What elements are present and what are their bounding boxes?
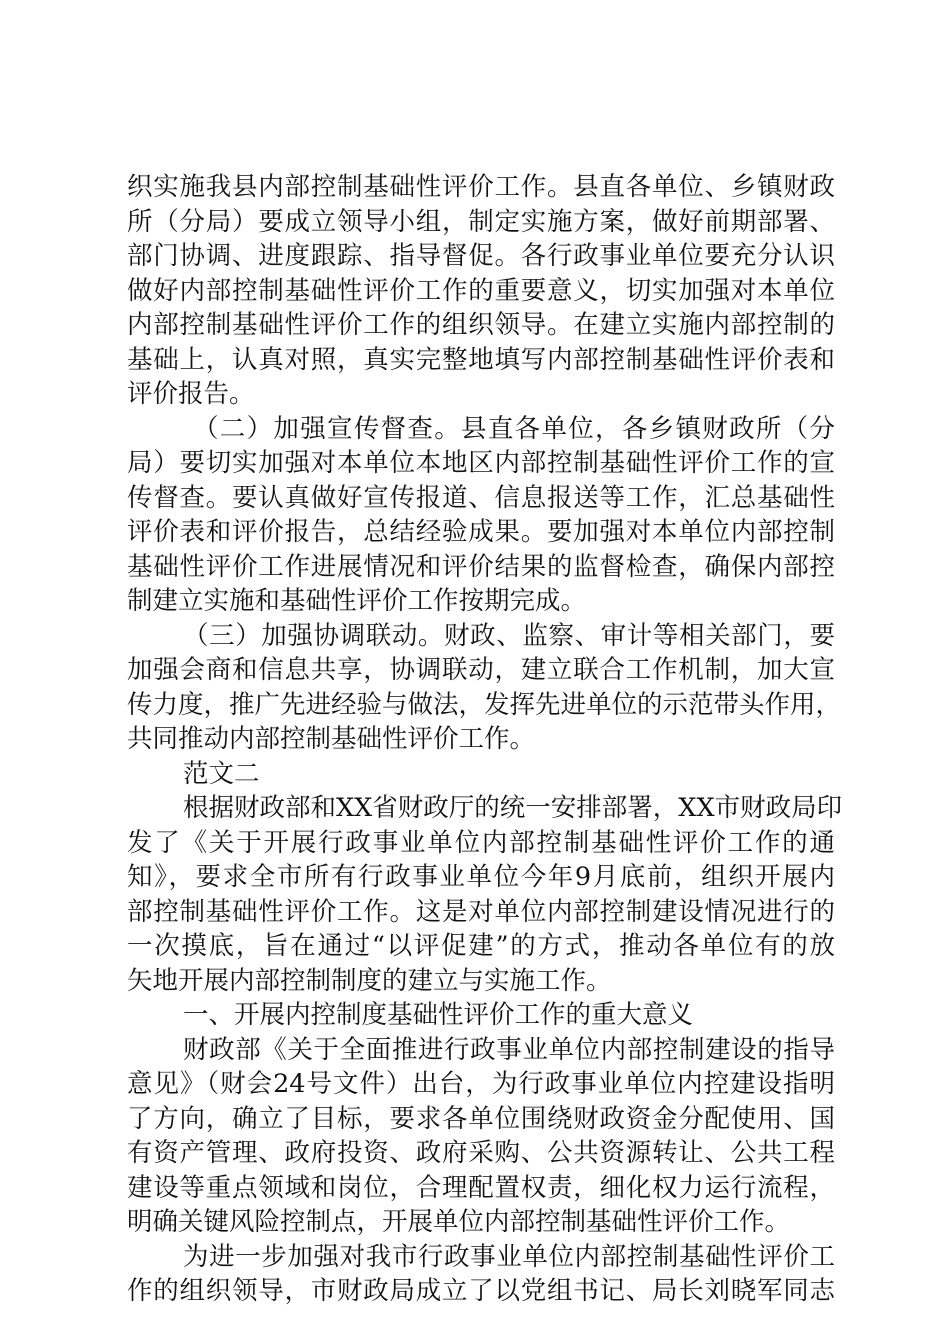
text-line: 做好内部控制基础性评价工作的重要意义，切实加强对本单位 [127,275,835,306]
text-line: 有资产管理、政府投资、政府采购、公共资源转让、公共工程 [127,1138,835,1168]
text-line: 建设等重点领域和岗位，合理配置权责，细化权力运行流程， [127,1172,835,1203]
text-line: 矢地开展内部控制制度的建立与实施工作。 [127,965,612,996]
text-line: 传督查。要认真做好宣传报道、信息报送等工作，汇总基础性 [127,482,835,513]
text-line: 明确关键风险控制点，开展单位内部控制基础性评价工作。 [127,1207,791,1237]
section-heading-line: （三）加强协调联动。财政、监察、审计等相关部门，要 [183,620,835,651]
text-line: 内部控制基础性评价工作的组织领导。在建立实施内部控制的 [127,310,835,340]
text-line: 共同推动内部控制基础性评价工作。 [127,724,536,754]
document-page [127,170,843,1309]
text-line: 织实施我县内部控制基础性评价工作。县直各单位、乡镇财政 [127,172,835,202]
text-line: 评价报告。 [127,379,255,409]
text-line: 局）要切实加强对本单位本地区内部控制基础性评价工作的宣 [127,448,835,478]
text-line: 传力度，推广先进经验与做法，发挥先进单位的示范带头作用， [127,689,842,720]
text-line: 作的组织领导，市财政局成立了以党组书记、局长刘晓军同志 [127,1276,835,1306]
text-line: 所（分局）要成立领导小组，制定实施方案，做好前期部署、 [127,206,835,237]
text-line: 评价表和评价报告，总结经验成果。要加强对本单位内部控制 [127,517,835,547]
text-line: 部门协调、进度跟踪、指导督促。各行政事业单位要充分认识 [127,241,835,271]
text-line: 为进一步加强对我市行政事业单位内部控制基础性评价工 [183,1241,835,1272]
text-line: 财政部《关于全面推进行政事业单位内部控制建设的指导 [183,1034,835,1065]
section-heading-line: （二）加强宣传督查。县直各单位，各乡镇财政所（分 [193,413,835,444]
text-line: 加强会商和信息共享，协调联动，建立联合工作机制，加大宣 [127,655,835,685]
text-line: 基础上，认真对照，真实完整地填写内部控制基础性评价表和 [127,344,835,375]
text-line: 部控制基础性评价工作。这是对单位内部控制建设情况进行的 [127,896,835,927]
text-line: 制建立实施和基础性评价工作按期完成。 [127,586,587,616]
text-line: 根据财政部和XX省财政厅的统一安排部署，XX市财政局印 [183,793,843,823]
text-line: 知》，要求全市所有行政事业单位今年9月底前，组织开展内 [127,862,835,892]
text-line: 一次摸底，旨在通过“以评促建”的方式，推动各单位有的放 [127,931,835,961]
text-line: 意见》（财会24号文件）出台，为行政事业单位内控建设指明 [127,1069,835,1099]
text-line: 基础性评价工作进展情况和评价结果的监督检查，确保内部控 [127,551,835,582]
section-title: 范文二 [183,758,260,789]
text-line: 发了《关于开展行政事业单位内部控制基础性评价工作的通 [127,827,835,858]
text-line: 了方向，确立了目标，要求各单位围绕财政资金分配使用、国 [127,1103,835,1134]
section-heading-line: 一、开展内控制度基础性评价工作的重大意义 [183,1000,694,1030]
